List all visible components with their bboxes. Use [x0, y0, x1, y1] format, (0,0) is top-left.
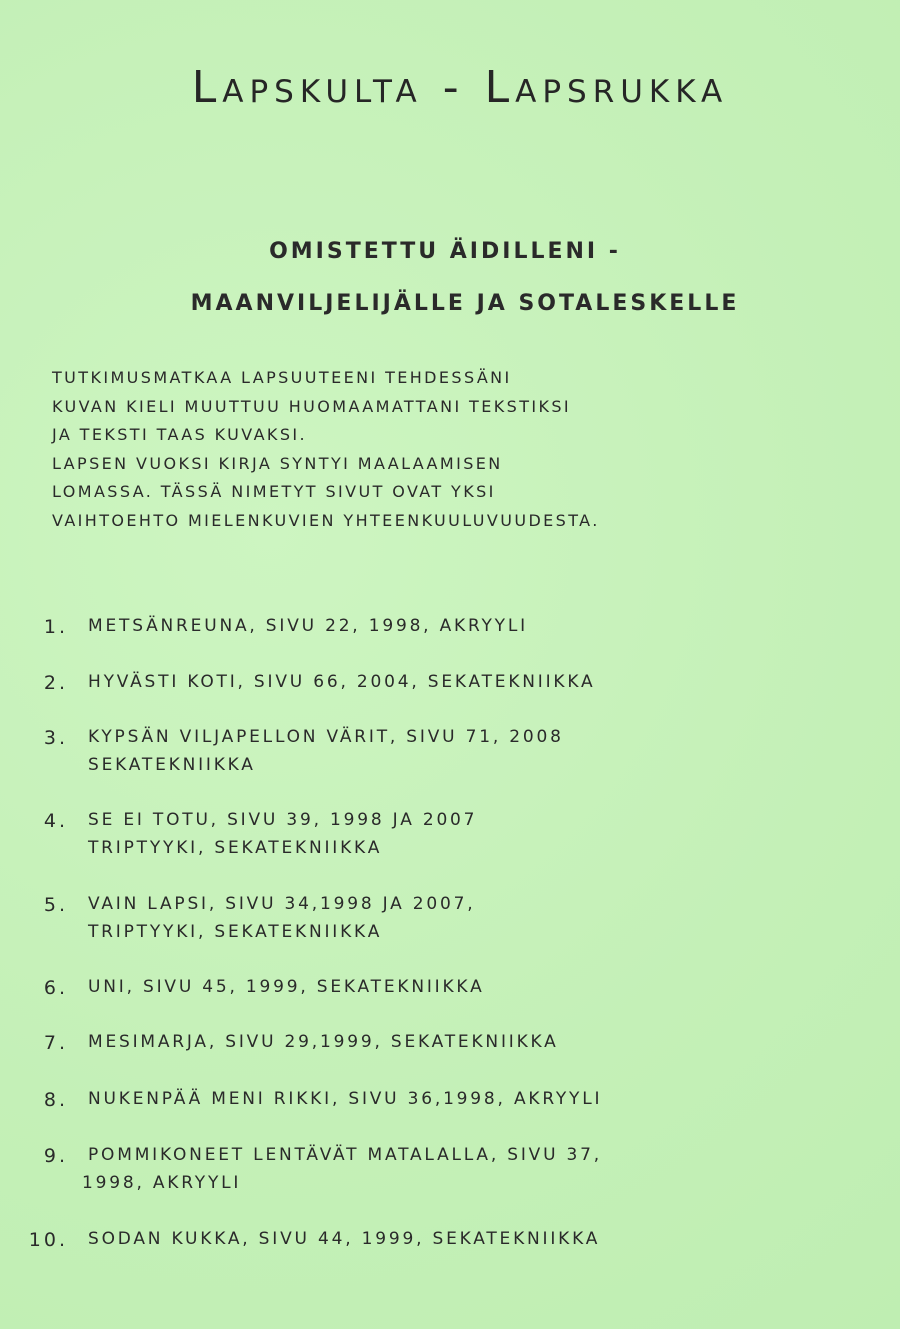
item-number: 7.: [43, 1032, 68, 1054]
item-text-continued: 1998, AKRYYLI: [82, 1173, 242, 1193]
intro-line: TUTKIMUSMATKAA LAPSUUTEENI TEHDESSÄNI: [52, 368, 512, 387]
item-number: 10.: [28, 1229, 68, 1251]
item-number: 5.: [43, 894, 68, 916]
item-text: POMMIKONEET LENTÄVÄT MATALALLA, SIVU 37,: [88, 1145, 602, 1165]
item-text: METSÄNREUNA, SIVU 22, 1998, AKRYYLI: [88, 616, 528, 636]
intro-line: JA TEKSTI TAAS KUVAKSI.: [52, 425, 307, 444]
item-text: KYPSÄN VILJAPELLON VÄRIT, SIVU 71, 2008: [88, 727, 564, 747]
item-text-continued: TRIPTYYKI, SEKATEKNIIKKA: [88, 922, 383, 942]
item-text: NUKENPÄÄ MENI RIKKI, SIVU 36,1998, AKRYYLI: [88, 1089, 603, 1109]
item-text: SE EI TOTU, SIVU 39, 1998 JA 2007: [88, 810, 478, 830]
dedication-line-2: MAANVILJELIJÄLLE JA SOTALESKELLE: [190, 291, 740, 316]
dedication-line-1: OMISTETTU ÄIDILLENI -: [269, 239, 621, 264]
intro-line: LOMASSA. TÄSSÄ NIMETYT SIVUT OVAT YKSI: [52, 482, 496, 501]
item-number: 2.: [43, 672, 68, 694]
item-text: HYVÄSTI KOTI, SIVU 66, 2004, SEKATEKNIIKKA: [88, 672, 596, 692]
page-title: Lapskulta - Lapsrukka: [191, 62, 729, 113]
item-number: 6.: [43, 977, 68, 999]
item-text-continued: TRIPTYYKI, SEKATEKNIIKKA: [88, 838, 383, 858]
item-text: SODAN KUKKA, SIVU 44, 1999, SEKATEKNIIKKA: [88, 1229, 601, 1249]
item-number: 9.: [43, 1145, 68, 1167]
item-text: UNI, SIVU 45, 1999, SEKATEKNIIKKA: [88, 977, 485, 997]
item-number: 1.: [43, 616, 68, 638]
item-number: 3.: [43, 727, 68, 749]
item-text: MESIMARJA, SIVU 29,1999, SEKATEKNIIKKA: [88, 1032, 559, 1052]
intro-line: VAIHTOEHTO MIELENKUVIEN YHTEENKUULUVUUDESTA.: [52, 510, 600, 530]
item-number: 8.: [43, 1089, 68, 1111]
intro-line: KUVAN KIELI MUUTTUU HUOMAAMATTANI TEKSTIKSI: [52, 396, 572, 416]
item-number: 4.: [43, 810, 68, 832]
item-text: VAIN LAPSI, SIVU 34,1998 JA 2007,: [88, 894, 476, 914]
intro-line: LAPSEN VUOKSI KIRJA SYNTYI MAALAAMISEN: [52, 453, 503, 473]
item-text-continued: SEKATEKNIIKKA: [88, 755, 256, 775]
